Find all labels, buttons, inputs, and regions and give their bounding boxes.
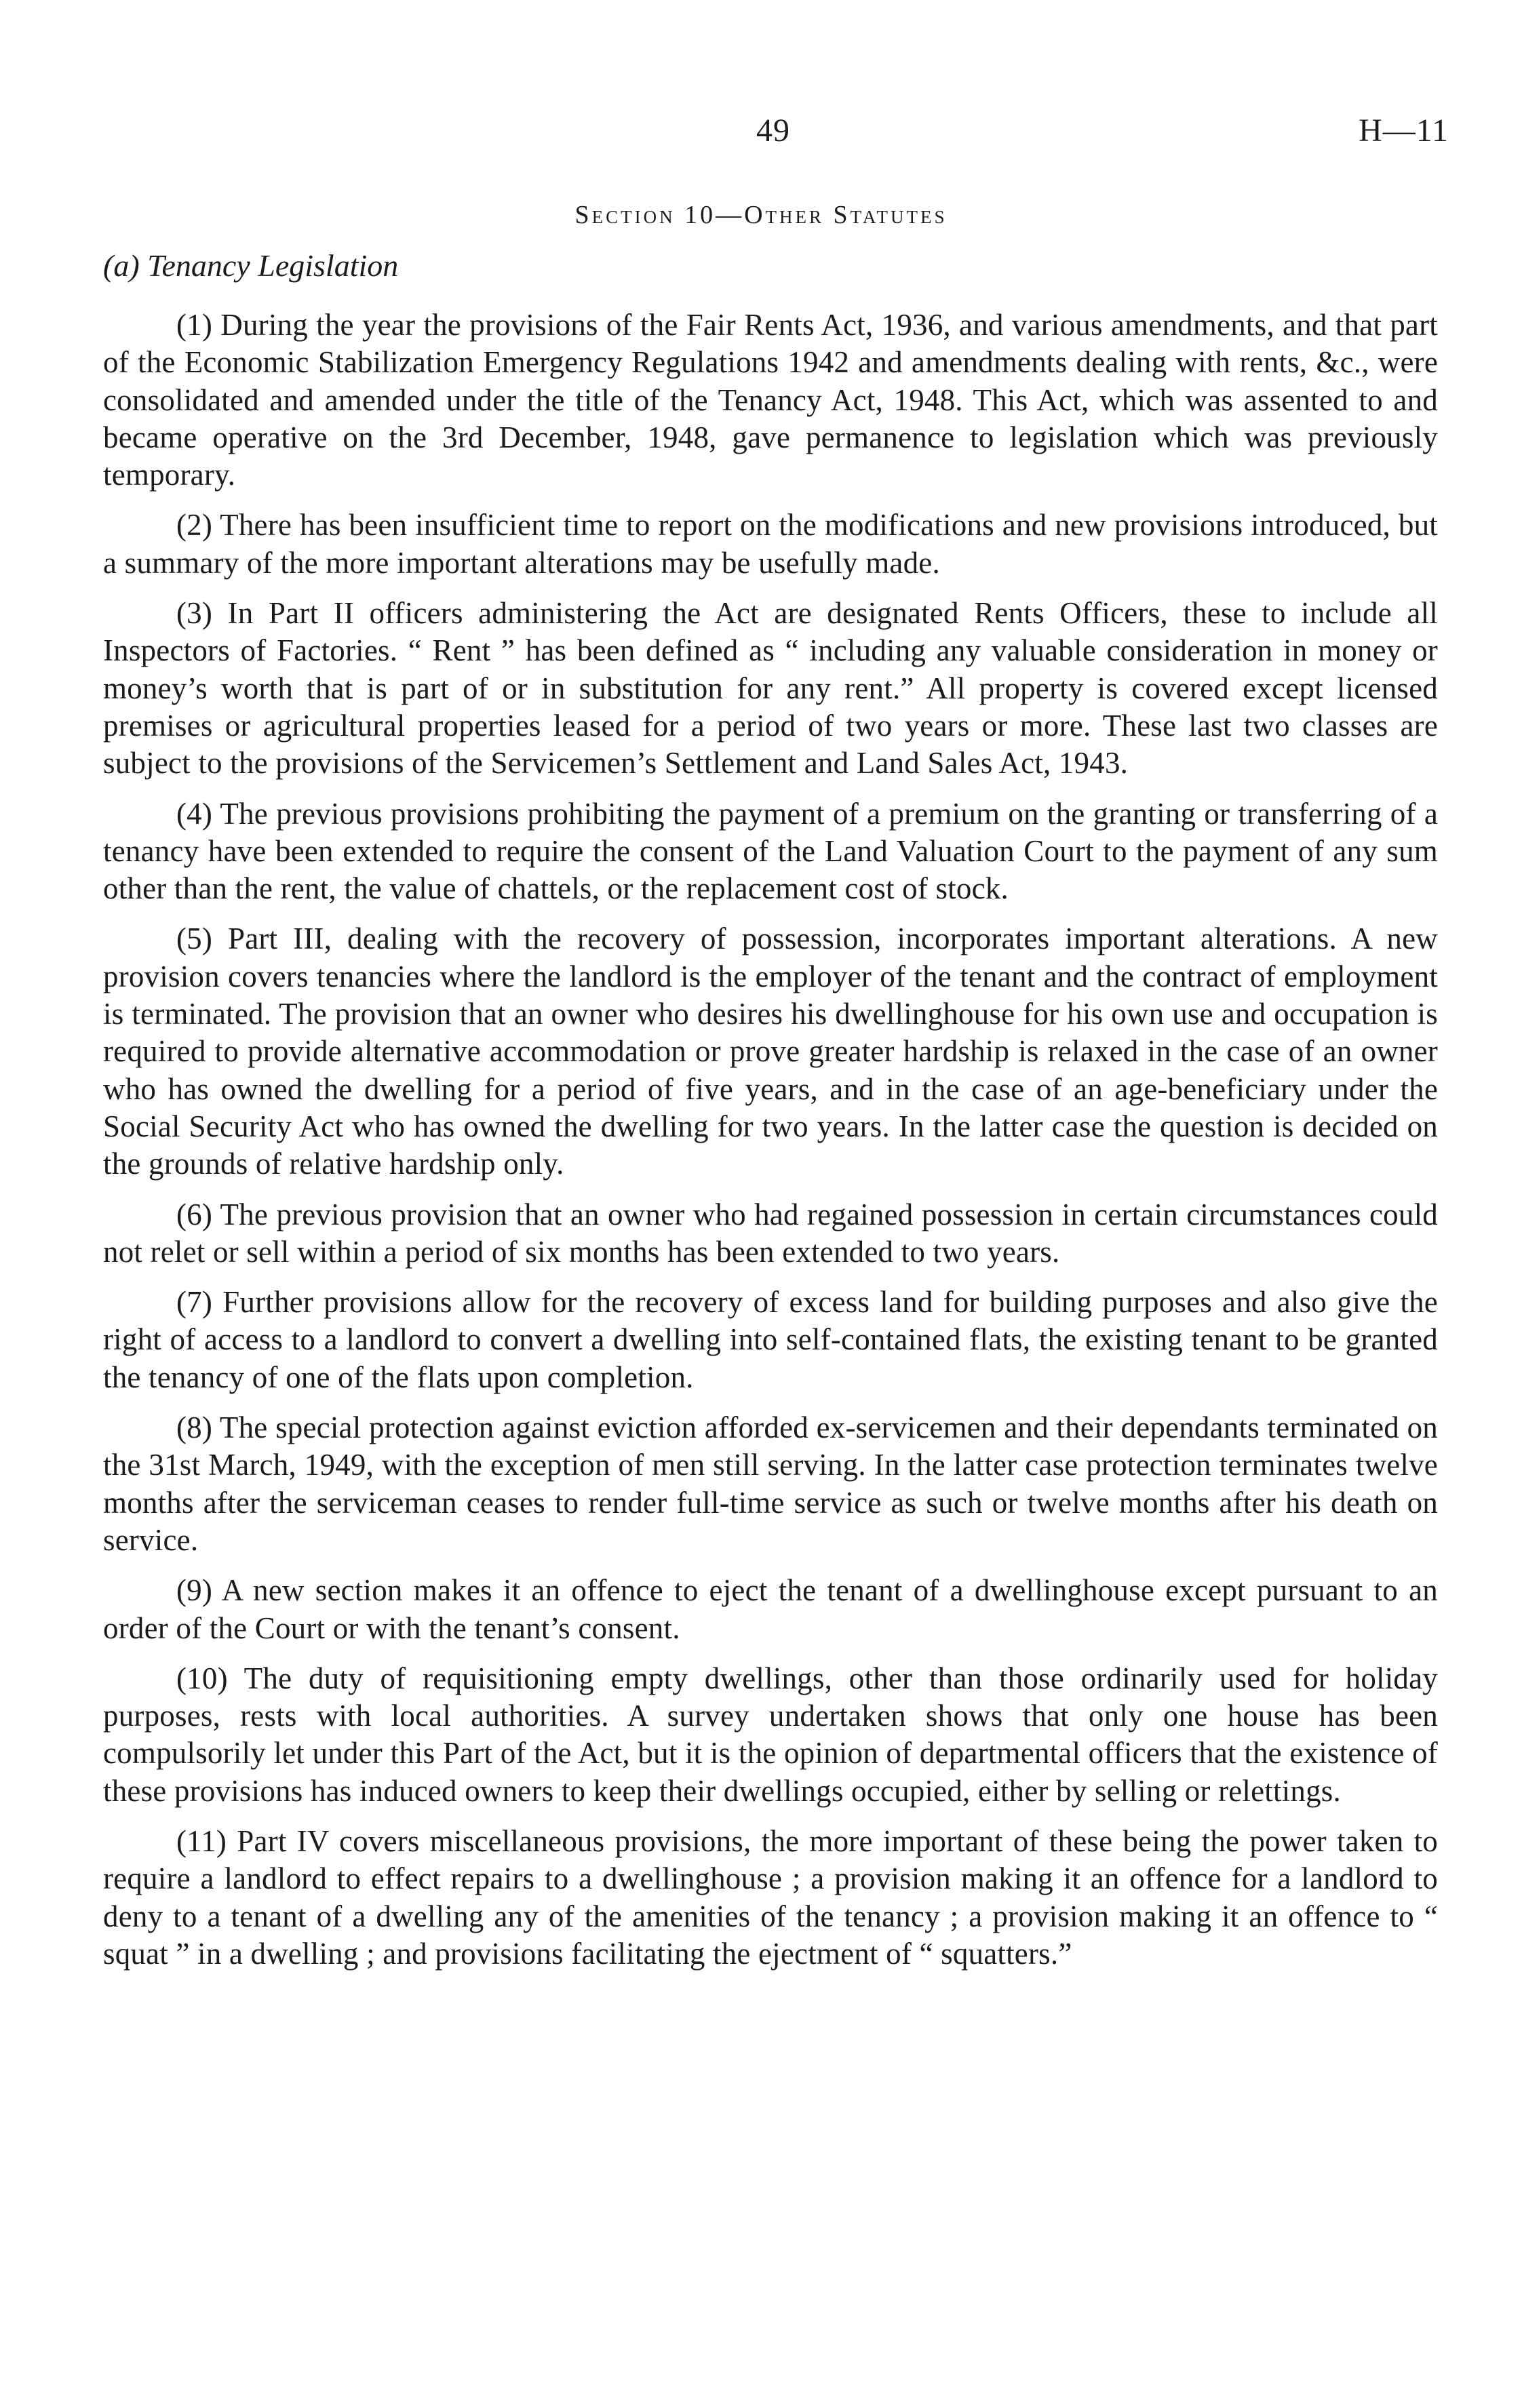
paragraph-5: (5) Part III, dealing with the recovery of possession, incorporates important alterations. A new provision covers tenancies where the landlord is the employer of the tenant and the contract of employment is terminated. The provision that an owner who desires his dwellinghouse for his own use and occupation is required to provide alternative accommodation or prove greater hardship is relaxed in the case of an owner who has owned the dwelling for a period of five years, and in the case of an age-beneficiary under the Social Security Act who has owned the dwelling for two years. In the latter case the question is decided on the grounds of relative hardship only. — [103, 922, 1438, 1181]
body-text — [103, 307, 1438, 1986]
paragraph-9: (9) A new section makes it an offence to eject the tenant of a dwellinghouse except pursuant to an order of the Court or with the tenant’s consent. — [103, 1573, 1438, 1645]
paragraph-7: (7) Further provisions allow for the recovery of excess land for building purposes and also give the right of access to a landlord to convert a dwelling into self-contained flats, the existing tenant to be granted the tenancy of one of the flats upon completion. — [103, 1285, 1438, 1394]
paragraph-2: (2) There has been insufficient time to report on the modifications and new provisions introduced, but a summary of the more important alterations may be usefully made. — [103, 508, 1438, 580]
paragraph-4: (4) The previous provisions prohibiting the payment of a premium on the granting or transferring of a tenancy have been extended to require the consent of the Land Valuation Court to the payment of any sum other than the rent, the value of chattels, or the replacement cost of stock. — [103, 796, 1438, 906]
section-heading: Section 10—Other Statutes — [574, 201, 948, 229]
subsection-heading: (a) Tenancy Legislation — [103, 248, 399, 283]
paragraph-6: (6) The previous provision that an owner who had regained possession in certain circumstances could not relet or sell within a period of six months has been extended to two years. — [103, 1197, 1438, 1269]
paragraph-10: (10) The duty of requisitioning empty dwellings, other than those ordinarily used for holiday purposes, rests with local authorities. A survey undertaken shows that only one house has been compulsorily let under this Part of the Act, but it is the opinion of departmental officers that the existence of these provisions has induced owners to keep their dwellings occupied, either by selling or relettings. — [103, 1661, 1438, 1808]
page-reference: H—11 — [1359, 113, 1449, 149]
page-number: 49 — [756, 113, 790, 149]
paragraph-8: (8) The special protection against eviction afforded ex-servicemen and their dependants terminated on the 31st March, 1949, with the exception of men still serving. In the latter case protection terminates twelve months after the serviceman ceases to render full-time service as such or twelve months after his death on service. — [103, 1410, 1438, 1557]
paragraph-3: (3) In Part II officers administering the Act are designated Rents Officers, these to include all Inspectors of Factories. “ Rent ” has been defined as “ including any valuable consideration in money or money’s worth that is part of or in substitution for any rent.” All property is covered except licensed premises or agricultural properties leased for a period of two years or more. These last two classes are subject to the provisions of the Servicemen’s Settlement and Land Sales Act, 1943. — [103, 596, 1438, 781]
paragraph-1: (1) During the year the provisions of the Fair Rents Act, 1936, and various amendments, and that part of the Economic Stabilization Emergency Regulations 1942 and amendments dealing with rents, &c., were consolidated and amended under the title of the Tenancy Act, 1948. This Act, which was assented to and became operative on the 3rd December, 1948, gave permanence to legislation which was previously temporary. — [103, 308, 1438, 492]
paragraph-11: (11) Part IV covers miscellaneous provisions, the more important of these being the power taken to require a landlord to effect repairs to a dwellinghouse ; a provision making it an offence for a landlord to deny to a tenant of a dwelling any of the amenities of the tenancy ; a provision making it an offence to “ squat ” in a dwelling ; and provisions facilitating the ejectment of “ squatters.” — [103, 1823, 1438, 1971]
